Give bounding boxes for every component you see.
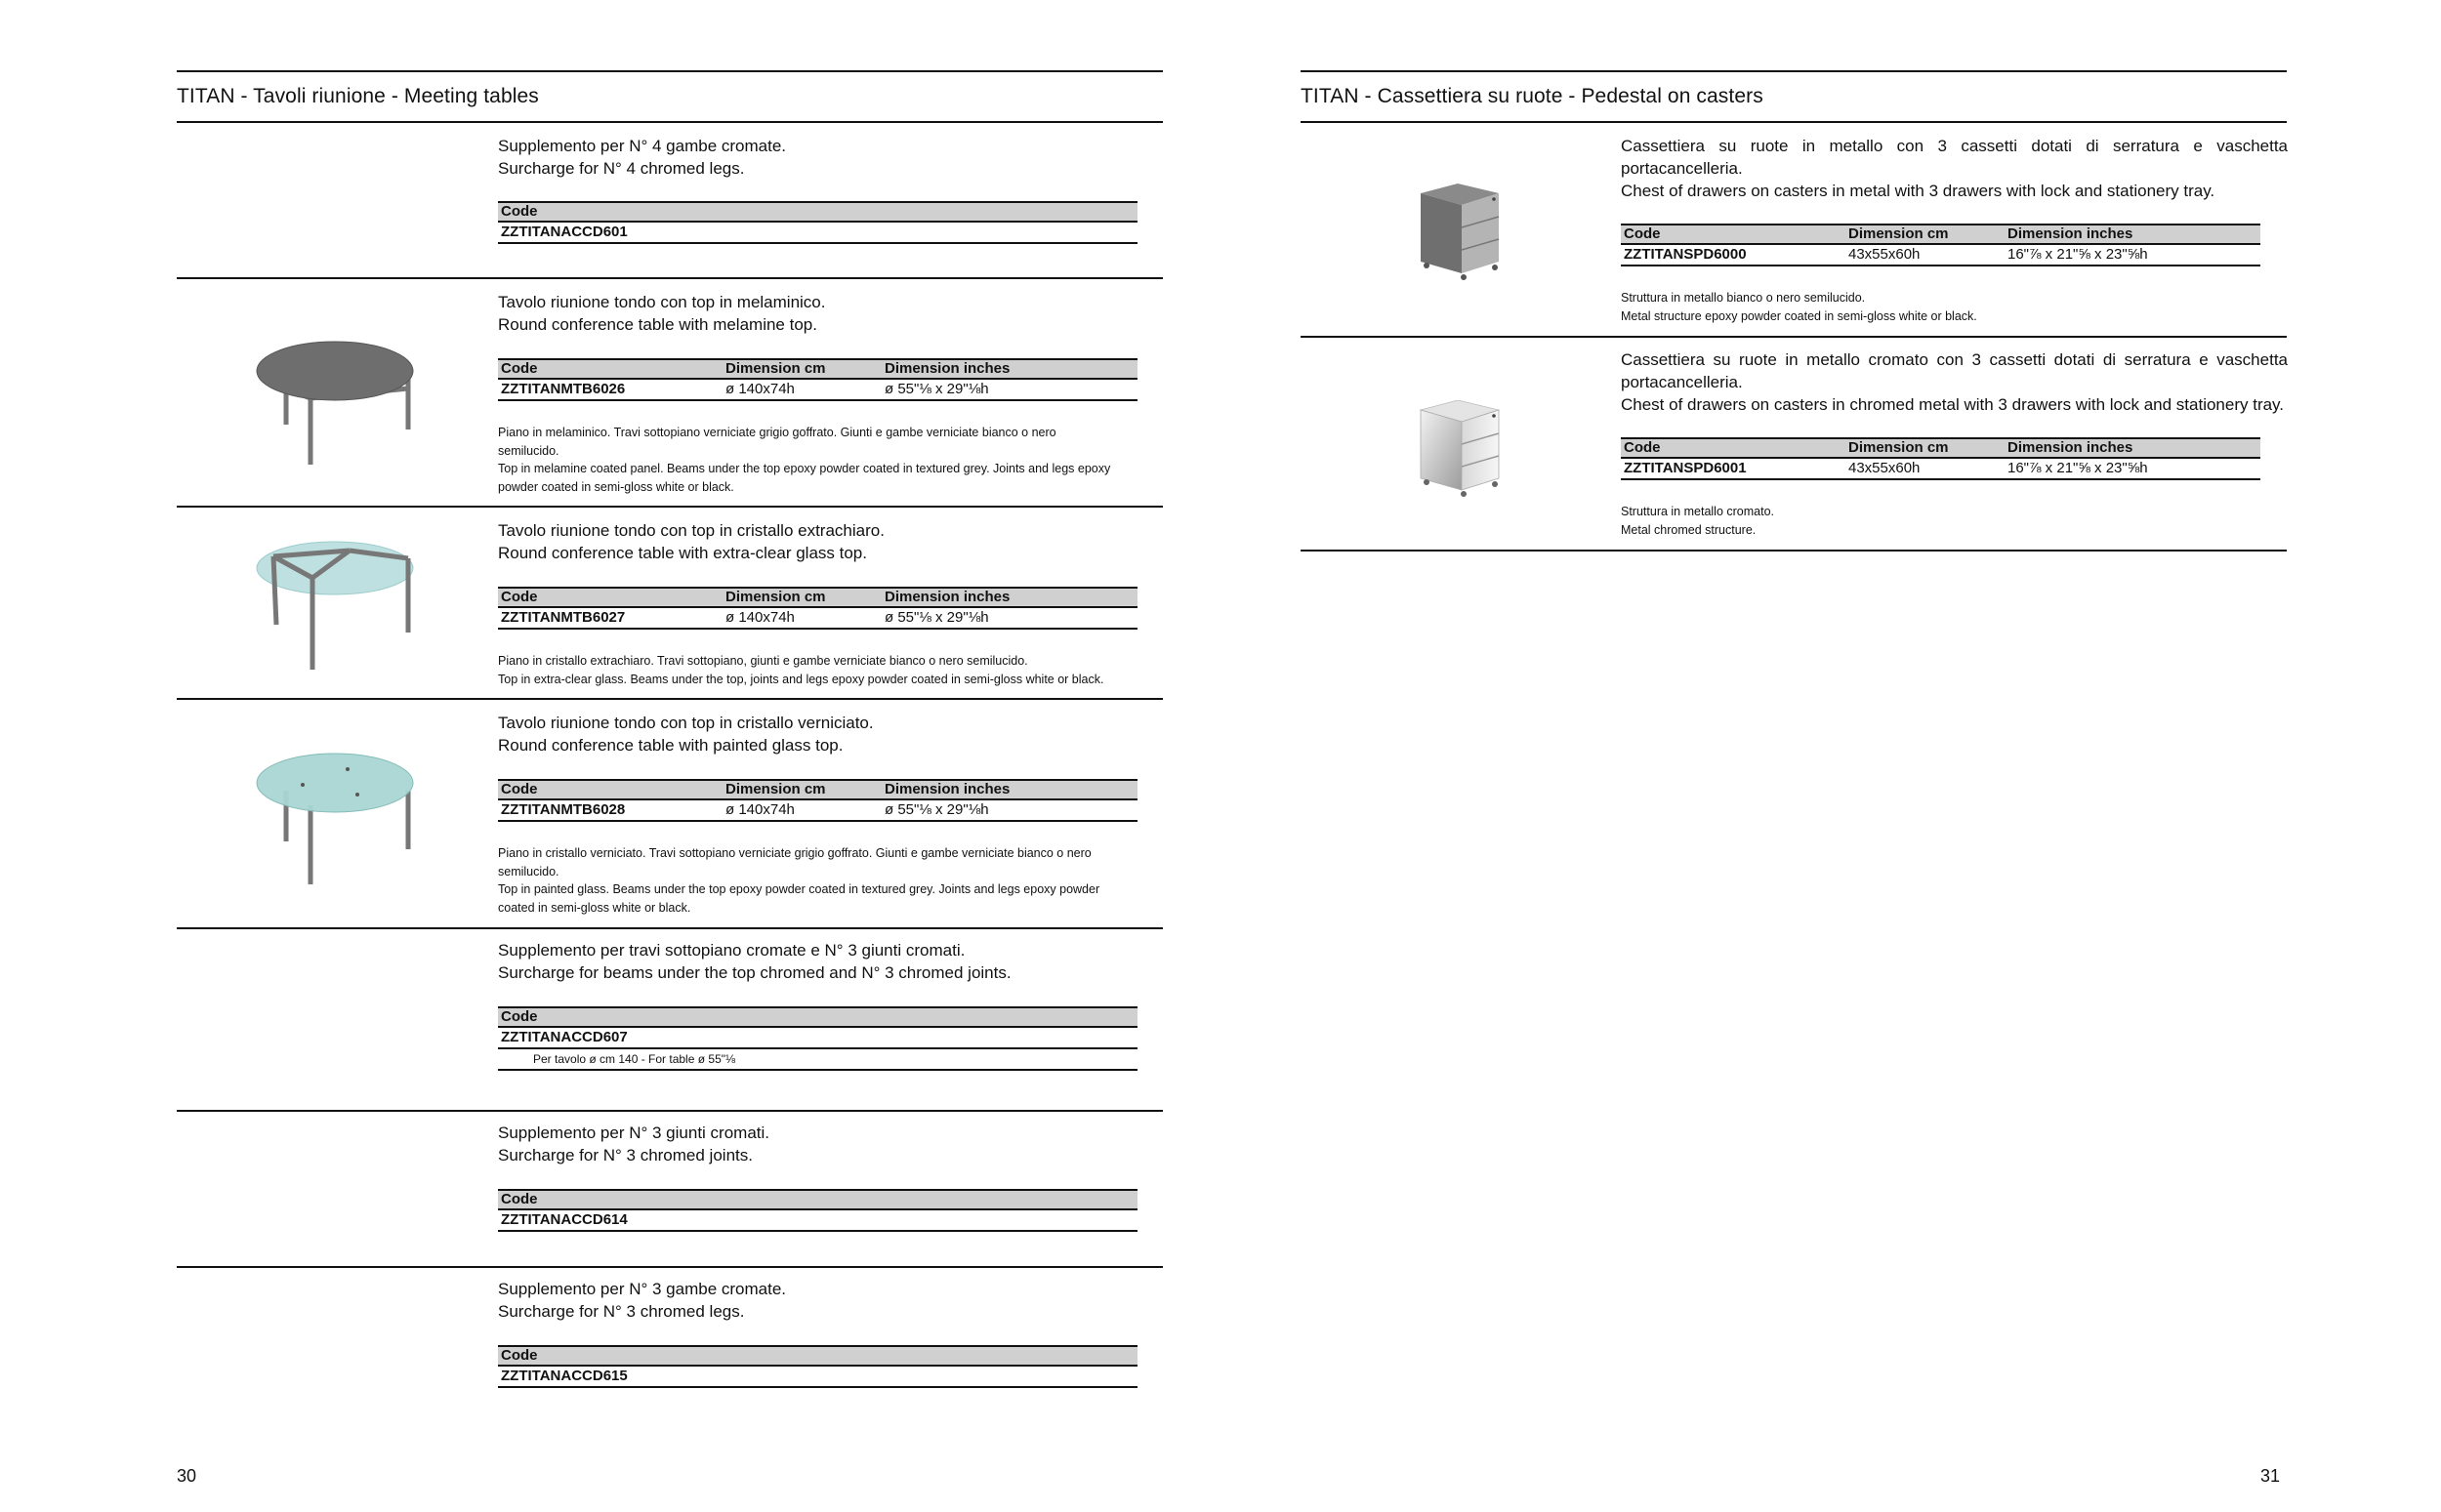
section-divider	[177, 506, 1163, 508]
dim-in-header: Dimension inches	[885, 360, 1011, 377]
description-it: Supplemento per travi sottopiano cromate e N° 3 giunti cromati.	[498, 941, 966, 960]
note-line: Top in melamine coated panel. Beams under the top epoxy powder coated in textured grey. Joints and legs epoxy	[498, 462, 1111, 475]
dim-in-value: 16"⅞ x 21"⅝ x 23"⅝h	[2007, 246, 2148, 263]
dim-cm-value: ø 140x74h	[725, 801, 795, 818]
dim-cm-header: Dimension cm	[725, 781, 826, 797]
product-code: ZZTITANACCD607	[501, 1029, 628, 1045]
dim-cm-header: Dimension cm	[725, 589, 826, 605]
dimension-table	[1621, 224, 2260, 266]
description-it: Supplemento per N° 4 gambe cromate.	[498, 137, 787, 155]
dim-in-value: ø 55"⅛ x 29"⅛h	[885, 381, 989, 397]
note-line: Metal chromed structure.	[1621, 522, 1757, 537]
page-title: TITAN - Cassettiera su ruote - Pedestal on casters	[1301, 85, 1763, 107]
right-page	[1220, 0, 2441, 1512]
note-line: Piano in cristallo verniciato. Travi sottopiano verniciate grigio goffrato. Giunti e gambe verniciate bianco o nero	[498, 846, 1092, 860]
item-note	[498, 652, 1165, 688]
left-page	[0, 0, 1220, 1512]
extra-clear-glass-table-image	[252, 537, 418, 674]
product-code: ZZTITANACCD615	[501, 1368, 628, 1384]
dimension-table	[1621, 437, 2260, 480]
description-it: Supplemento per N° 3 gambe cromate.	[498, 1280, 787, 1298]
dimension-table	[498, 779, 1138, 822]
note-line: semilucido.	[498, 443, 559, 458]
note-line: coated in semi-gloss white or black.	[498, 900, 691, 915]
code-header: Code	[501, 1347, 538, 1364]
dim-cm-value: ø 140x74h	[725, 381, 795, 397]
note-line: Top in extra-clear glass. Beams under the top, joints and legs epoxy powder coated in semi-gloss white or black.	[498, 672, 1104, 686]
page-title: TITAN - Tavoli riunione - Meeting tables	[177, 85, 539, 107]
dim-cm-header: Dimension cm	[1848, 225, 1949, 242]
page-number: 30	[177, 1466, 197, 1486]
item-description	[498, 712, 874, 756]
description-it: Tavolo riunione tondo con top in melaminico.	[498, 293, 826, 311]
item-description	[1621, 348, 2288, 416]
table-footnote: Per tavolo ø cm 140 - For table ø 55"⅛	[498, 1049, 1138, 1071]
code-header: Code	[501, 589, 538, 605]
dimension-table	[498, 587, 1138, 630]
code-table	[498, 1006, 1138, 1071]
description-en: Surcharge for N° 3 chromed legs.	[498, 1302, 745, 1321]
code-table	[498, 201, 1138, 244]
dim-in-value: ø 55"⅛ x 29"⅛h	[885, 801, 989, 818]
page-number: 31	[2260, 1466, 2281, 1486]
description-it: Tavolo riunione tondo con top in cristallo verniciato.	[498, 714, 874, 732]
code-table	[498, 1189, 1138, 1232]
painted-glass-table-image	[252, 752, 418, 888]
code-header: Code	[501, 1191, 538, 1207]
product-code: ZZTITANMTB6028	[501, 801, 626, 818]
dim-in-header: Dimension inches	[885, 781, 1011, 797]
chromed-pedestal-image	[1411, 400, 1509, 498]
dim-in-header: Dimension inches	[885, 589, 1011, 605]
description-it: Cassettiera su ruote in metallo cromato con 3 cassetti dotati di serratura e vaschetta	[1621, 350, 2288, 369]
item-note	[1621, 503, 2288, 539]
description-en: Chest of drawers on casters in metal with 3 drawers with lock and stationery tray.	[1621, 182, 2215, 200]
description-en: Round conference table with extra-clear glass top.	[498, 544, 867, 562]
item-description	[1621, 135, 2288, 202]
dim-cm-value: 43x55x60h	[1848, 460, 1921, 476]
description-en: Round conference table with melamine top.	[498, 315, 817, 334]
product-code: ZZTITANMTB6026	[501, 381, 626, 397]
product-code: ZZTITANSPD6001	[1624, 460, 1747, 476]
code-header: Code	[501, 203, 538, 220]
dim-in-value: 16"⅞ x 21"⅝ x 23"⅝h	[2007, 460, 2148, 476]
product-code: ZZTITANSPD6000	[1624, 246, 1747, 263]
code-header: Code	[1624, 225, 1661, 242]
description-it: Supplemento per N° 3 giunti cromati.	[498, 1124, 769, 1142]
item-description	[498, 519, 885, 564]
description-it: portacancelleria.	[1621, 159, 1743, 178]
section-divider	[177, 927, 1163, 929]
product-code: ZZTITANMTB6027	[501, 609, 626, 626]
item-note	[1621, 289, 2288, 325]
description-en: Round conference table with painted glass top.	[498, 736, 844, 755]
dim-cm-value: 43x55x60h	[1848, 246, 1921, 263]
note-line: Top in painted glass. Beams under the top epoxy powder coated in textured grey. Joints and legs epoxy powder	[498, 882, 1100, 896]
description-en: Chest of drawers on casters in chromed metal with 3 drawers with lock and stationery tray.	[1621, 395, 2285, 414]
dim-cm-header: Dimension cm	[725, 360, 826, 377]
item-note	[498, 424, 1165, 496]
dim-cm-header: Dimension cm	[1848, 439, 1949, 456]
section-divider	[177, 1266, 1163, 1268]
item-description	[498, 291, 825, 336]
code-table	[498, 1345, 1138, 1388]
item-note	[498, 844, 1165, 917]
section-divider	[177, 277, 1163, 279]
note-line: semilucido.	[498, 864, 559, 879]
dim-in-value: ø 55"⅛ x 29"⅛h	[885, 609, 989, 626]
header-rule-top	[177, 70, 1163, 72]
code-header: Code	[1624, 439, 1661, 456]
header-rule-top	[1301, 70, 2287, 72]
note-line: powder coated in semi-gloss white or black.	[498, 479, 734, 494]
note-line: Struttura in metallo cromato.	[1621, 505, 1775, 518]
item-description	[498, 939, 1012, 984]
dim-in-header: Dimension inches	[2007, 439, 2133, 456]
description-en: Surcharge for beams under the top chromed and N° 3 chromed joints.	[498, 963, 1012, 982]
item-description	[498, 135, 786, 180]
dimension-table	[498, 358, 1138, 401]
section-divider	[177, 1110, 1163, 1112]
description-it: portacancelleria.	[1621, 373, 1743, 391]
header-rule-bottom	[1301, 121, 2287, 123]
pedestal-image	[1411, 184, 1509, 281]
code-header: Code	[501, 781, 538, 797]
section-divider	[1301, 336, 2287, 338]
description-it: Cassettiera su ruote in metallo con 3 cassetti dotati di serratura e vaschetta	[1621, 137, 2288, 155]
item-description	[498, 1122, 769, 1166]
code-header: Code	[501, 1008, 538, 1025]
note-line: Metal structure epoxy powder coated in semi-gloss white or black.	[1621, 308, 1977, 323]
description-it: Tavolo riunione tondo con top in cristallo extrachiaro.	[498, 521, 885, 540]
header-rule-bottom	[177, 121, 1163, 123]
melamine-table-image	[252, 332, 418, 469]
note-line: Piano in melaminico. Travi sottopiano verniciate grigio goffrato. Giunti e gambe verniciate bianco o nero	[498, 426, 1056, 439]
item-description	[498, 1278, 786, 1323]
section-divider	[177, 698, 1163, 700]
dim-cm-value: ø 140x74h	[725, 609, 795, 626]
description-en: Surcharge for N° 3 chromed joints.	[498, 1146, 753, 1165]
section-divider	[1301, 550, 2287, 552]
note-line: Struttura in metallo bianco o nero semilucido.	[1621, 291, 1866, 305]
dim-in-header: Dimension inches	[2007, 225, 2133, 242]
description-en: Surcharge for N° 4 chromed legs.	[498, 159, 745, 178]
note-line: Piano in cristallo extrachiaro. Travi sottopiano, giunti e gambe verniciate bianco o nero semilucido.	[498, 654, 1028, 668]
code-header: Code	[501, 360, 538, 377]
product-code: ZZTITANACCD614	[501, 1211, 628, 1228]
product-code: ZZTITANACCD601	[501, 224, 628, 240]
